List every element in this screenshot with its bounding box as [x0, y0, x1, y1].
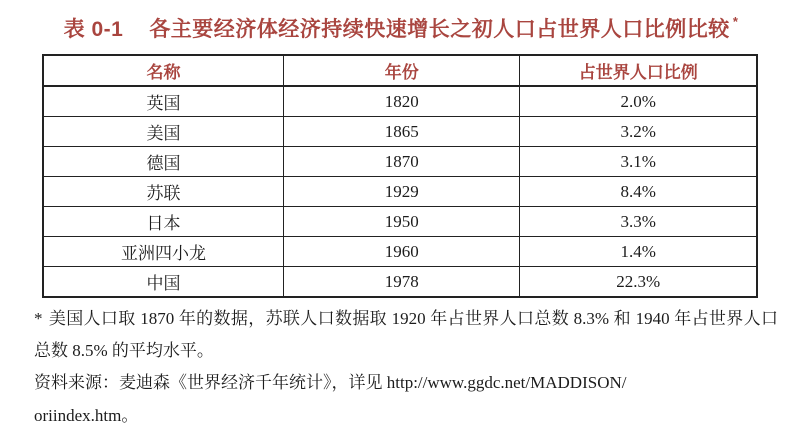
table-row: [43, 237, 757, 267]
source-text: 资料来源：麦迪森《世界经济千年统计》，详见: [34, 373, 387, 392]
cell-year: 1978: [284, 267, 520, 298]
cell-economy: 美国: [43, 117, 284, 147]
footnote-marker: *: [34, 309, 43, 328]
table-row: [43, 267, 757, 298]
cell-world-share: 2.0%: [520, 86, 757, 117]
cell-year: 1950: [284, 207, 520, 237]
table-row: [43, 86, 757, 117]
source-url-line2: oriindex.htm: [34, 406, 122, 425]
cell-economy: 苏联: [43, 177, 284, 207]
source-note: [34, 366, 778, 432]
cell-year: 1929: [284, 177, 520, 207]
cell-economy: 德国: [43, 147, 284, 177]
table-number: 表 0-1: [63, 18, 124, 41]
cell-world-share: 3.3%: [520, 207, 757, 237]
footnote: [34, 303, 778, 367]
cell-economy: 英国: [43, 86, 284, 117]
table-row: [43, 177, 757, 207]
source-period: 。: [121, 406, 139, 425]
table-row: [43, 147, 757, 177]
cell-world-share: 22.3%: [520, 267, 757, 298]
header-economy: 名称: [43, 55, 284, 86]
population-share-table: [42, 54, 758, 298]
header-year: 年份: [284, 55, 520, 86]
cell-year: 1865: [284, 117, 520, 147]
table-title: [0, 13, 802, 43]
source-url-line1: http://www.ggdc.net/MADDISON/: [386, 373, 627, 392]
cell-world-share: 3.2%: [520, 117, 757, 147]
cell-year: 1820: [284, 86, 520, 117]
table-title-text: 各主要经济体经济持续快速增长之初人口占世界人口比例比较: [149, 18, 730, 41]
cell-economy: 亚洲四小龙: [43, 237, 284, 267]
table-header-row: [43, 55, 757, 86]
cell-year: 1870: [284, 147, 520, 177]
cell-world-share: 1.4%: [520, 237, 757, 267]
table-row: [43, 117, 757, 147]
table-row: [43, 207, 757, 237]
cell-year: 1960: [284, 237, 520, 267]
header-world-share: 占世界人口比例: [520, 55, 757, 86]
cell-world-share: 3.1%: [520, 147, 757, 177]
cell-economy: 日本: [43, 207, 284, 237]
footnote-text: 美国人口取 1870 年的数据，苏联人口数据取 1920 年占世界人口总数 8.3% 和 1940 年占世界人口总数 8.5% 的平均水平。: [34, 309, 778, 360]
cell-world-share: 8.4%: [520, 177, 757, 207]
cell-economy: 中国: [43, 267, 284, 298]
title-footnote-marker: *: [732, 14, 739, 29]
